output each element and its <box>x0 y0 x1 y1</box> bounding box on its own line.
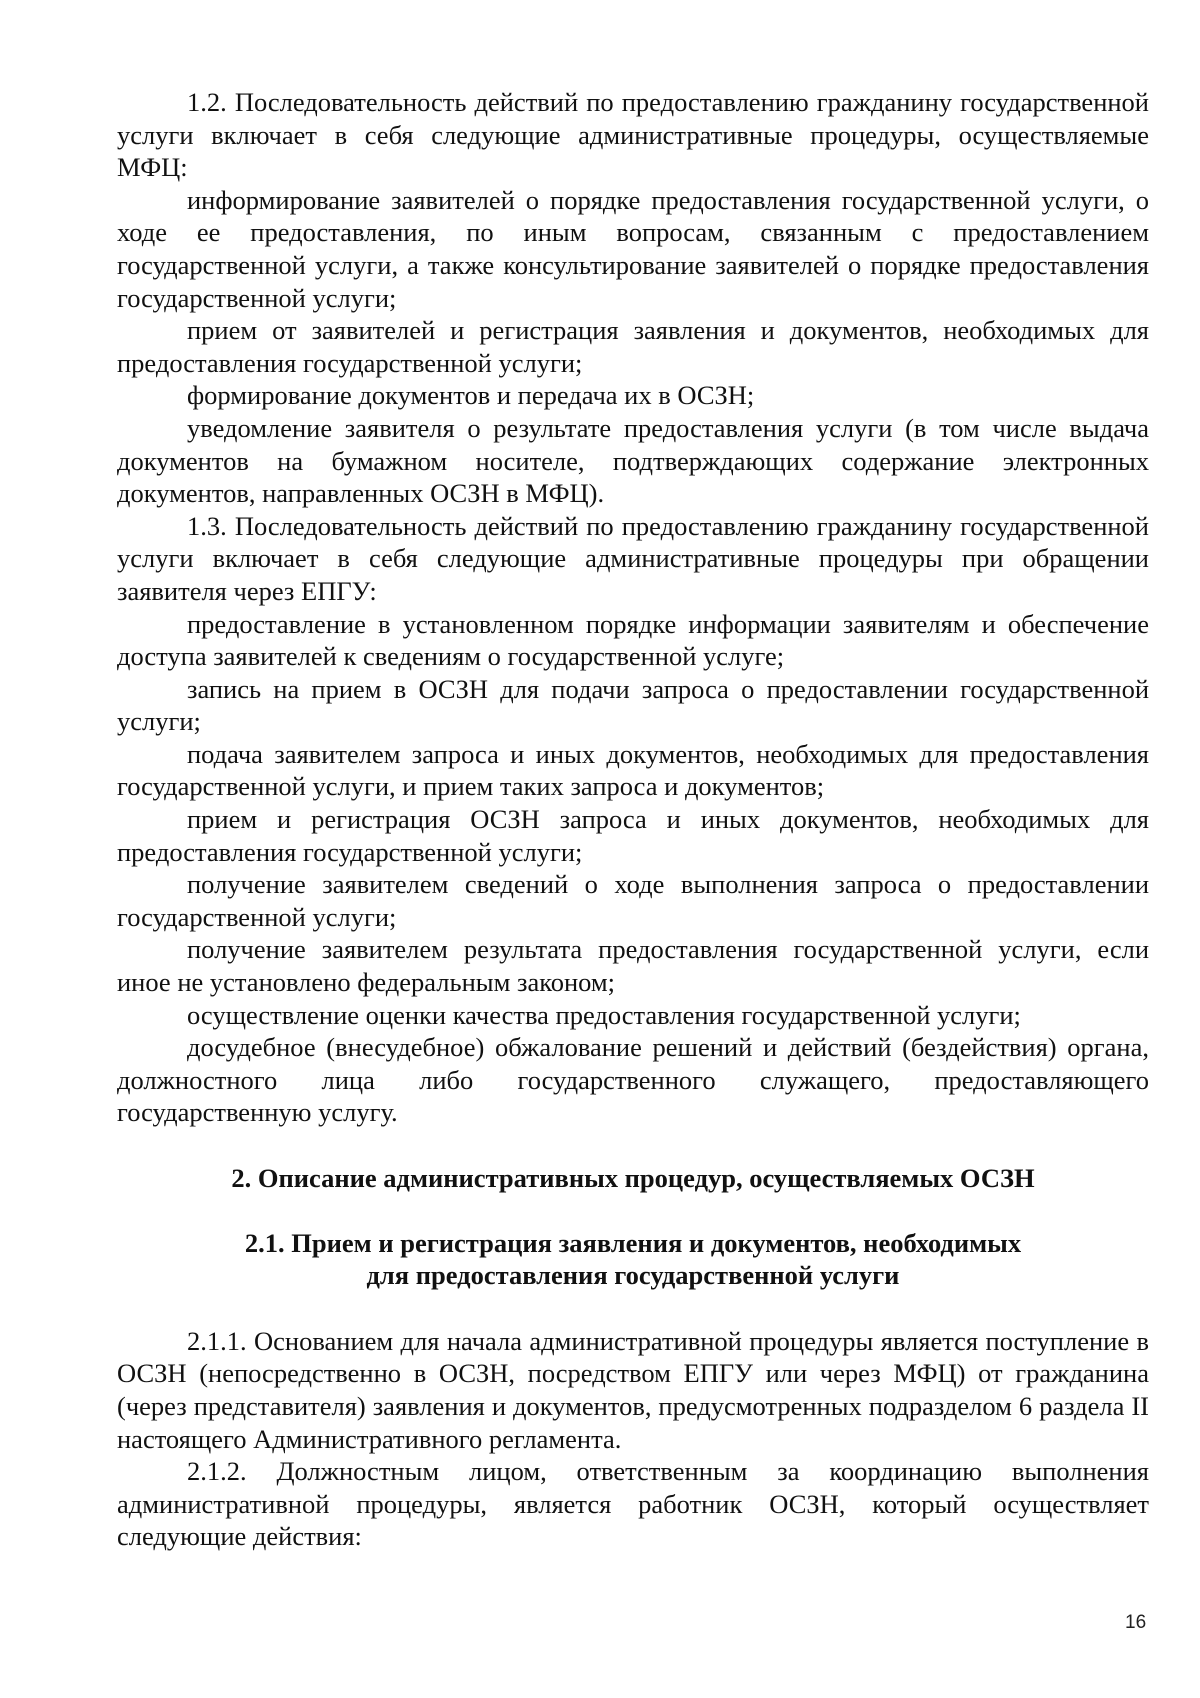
spacer <box>117 1292 1149 1325</box>
list-item: предоставление в установленном порядке информации заявителям и обеспечение доступа заявителей к сведениям о государственной услуге; <box>117 608 1149 672</box>
list-item: прием и регистрация ОСЗН запроса и иных документов, необходимых для предоставления государственной услуги; <box>117 804 1149 867</box>
paragraph-1-2: 1.2. Последовательность действий по предоставлению гражданину государственной услуги включает в себя следующие административные процедуры, осуществляемые МФЦ: <box>117 87 1149 183</box>
list-item: подача заявителем запроса и иных документов, необходимых для предоставления государственной услуги, и прием таких запроса и документов; <box>117 738 1149 802</box>
paragraph-2-1-2: 2.1.2. Должностным лицом, ответственным за координацию выполнения административной процедуры, является работник ОСЗН, который осуществляет следующие действия: <box>117 1456 1149 1552</box>
list-item: получение заявителем результата предоставления государственной услуги, если иное не установлено федеральным законом; <box>117 934 1149 998</box>
list-item: прием от заявителей и регистрация заявления и документов, необходимых для предоставления государственной услуги; <box>117 315 1149 378</box>
subsection-2-1-title-line-1: 2.1. Прием и регистрация заявления и документов, необходимых <box>244 1227 1022 1258</box>
document-body <box>117 86 1149 1553</box>
page-number: 16 <box>1125 1612 1147 1633</box>
list-item: информирование заявителей о порядке предоставления государственной услуги, о ходе ее предоставления, по иным вопросам, связанным с предоставлением государственной услуги, а также консультирование заявителей о порядке предоставления государственной услуги; <box>117 184 1149 313</box>
section-2-title: 2. Описание административных процедур, осуществляемых ОСЗН <box>231 1163 1035 1193</box>
list-item: осуществление оценки качества предоставления государственной услуги; <box>187 999 1021 1030</box>
list-item: получение заявителем сведений о ходе выполнения запроса о предоставлении государственной услуги; <box>117 869 1149 932</box>
paragraph-1-3: 1.3. Последовательность действий по предоставлению гражданину государственной услуги включает в себя следующие административные процедуры при обращении заявителя через ЕПГУ: <box>117 510 1149 606</box>
spacer <box>117 1195 1149 1227</box>
subsection-2-1-title-line-2: для предоставления государственной услуги <box>366 1260 900 1291</box>
spacer <box>117 1129 1149 1162</box>
list-item: досудебное (внесудебное) обжалование решений и действий (бездействия) органа, должностного лица либо государственного служащего, предоставляющего государственную услугу. <box>117 1032 1149 1128</box>
list-item: запись на прием в ОСЗН для подачи запроса о предоставлении государственной услуги; <box>117 673 1149 737</box>
paragraph-2-1-1: 2.1.1. Основанием для начала административной процедуры является поступление в ОСЗН (непосредственно в ОСЗН, посредством ЕПГУ или через МФЦ) от гражданина (через представителя) заявления и документов, предусмотренных подразделом 6 раздела II настоящего Административного регламента. <box>117 1325 1149 1454</box>
list-item: формирование документов и передача их в ОСЗН; <box>187 380 755 411</box>
list-item: уведомление заявителя о результате предоставления услуги (в том числе выдача документов на бумажном носителе, подтверждающих содержание электронных документов, направленных ОСЗН в МФЦ). <box>117 412 1149 509</box>
